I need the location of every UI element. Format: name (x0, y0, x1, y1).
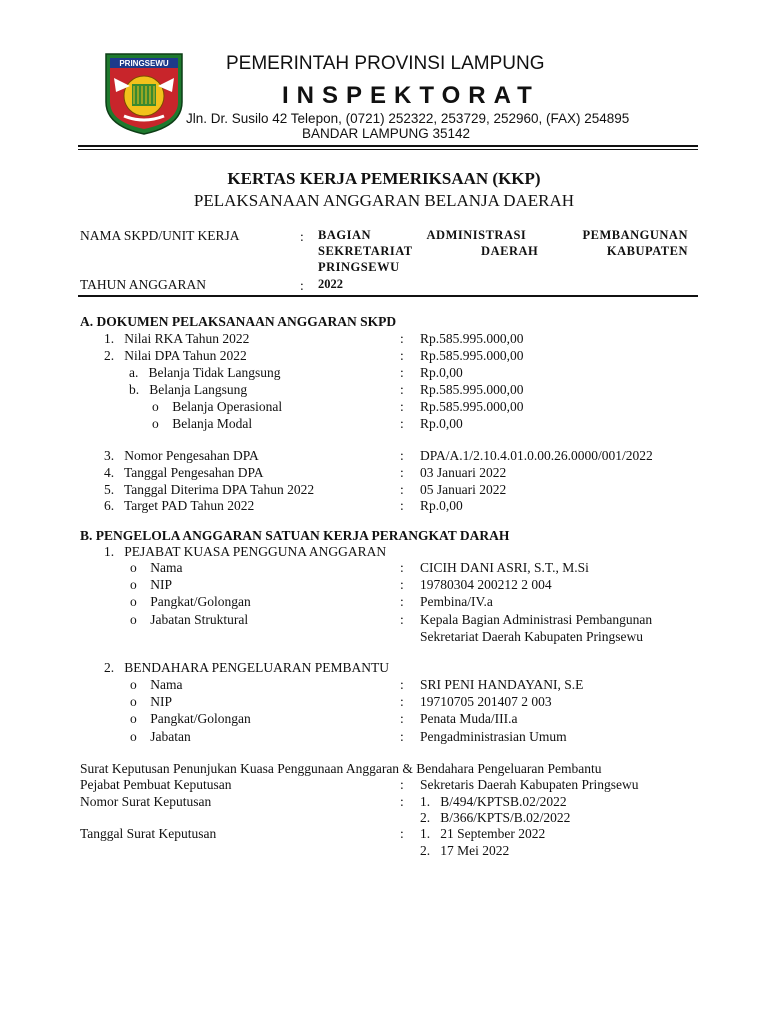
row-label: 1. Nilai RKA Tahun 2022 (104, 331, 250, 346)
row-label: o Pangkat/Golongan (130, 711, 251, 726)
skpd-colon: : (300, 229, 304, 244)
sk-nomor-label: Nomor Surat Keputusan (80, 794, 212, 809)
section-b-heading: B. PENGELOLA ANGGARAN SATUAN KERJA PERANGKAT DARAH (80, 528, 510, 543)
row-value: 19780304 200212 2 004 (420, 577, 552, 592)
row-value: DPA/A.1/2.10.4.01.0.00.26.0000/001/2022 (420, 448, 653, 463)
row-colon: : (400, 612, 404, 627)
row-value: Rp.0,00 (420, 498, 463, 513)
row-value: Kepala Bagian Administrasi Pembangunan (420, 612, 653, 627)
row-value: Rp.585.995.000,00 (420, 382, 524, 397)
row-colon: : (400, 560, 404, 575)
sk-tanggal-label: Tanggal Surat Keputusan (80, 826, 217, 841)
row-label: 3. Nomor Pengesahan DPA (104, 448, 259, 463)
row-label: o Nama (130, 677, 183, 692)
row-value: CICIH DANI ASRI, S.T., M.Si (420, 560, 589, 575)
row-colon: : (400, 348, 404, 363)
row-colon: : (400, 365, 404, 380)
row-colon: : (400, 482, 404, 497)
row-colon: : (400, 577, 404, 592)
row-value: Rp.585.995.000,00 (420, 348, 524, 363)
sk-pejabat-colon: : (400, 777, 404, 792)
row-label: o Belanja Modal (152, 416, 253, 431)
row-colon: : (400, 331, 404, 346)
sk-nomor-colon: : (400, 794, 404, 809)
row-value: Rp.0,00 (420, 416, 463, 431)
sk-intro: Surat Keputusan Penunjukan Kuasa Penggunaan Anggaran & Bendahara Pengeluaran Pembantu (80, 761, 602, 776)
svg-text:PRINGSEWU: PRINGSEWU (119, 59, 169, 68)
row-label: o Pangkat/Golongan (130, 594, 251, 609)
skpd-label: NAMA SKPD/UNIT KERJA (80, 228, 240, 243)
row-value: Rp.585.995.000,00 (420, 399, 524, 414)
row-label: 5. Tanggal Diterima DPA Tahun 2022 (104, 482, 315, 497)
city-line: BANDAR LAMPUNG 35142 (302, 126, 471, 141)
sk-tanggal-colon: : (400, 826, 404, 841)
row-colon: : (400, 416, 404, 431)
sk-nomor-value-1: 1. B/494/KPTSB.02/2022 (420, 794, 567, 809)
year-value: 2022 (318, 277, 343, 291)
row-label: o Jabatan Struktural (130, 612, 249, 627)
skpd-value-line-3: PRINGSEWU (318, 260, 400, 274)
row-value: 19710705 201407 2 003 (420, 694, 552, 709)
row-value: 05 Januari 2022 (420, 482, 507, 497)
skpd-value-line-1: BAGIAN ADMINISTRASI PEMBANGUNAN (318, 228, 688, 242)
document-subtitle: PELAKSANAAN ANGGARAN BELANJA DAERAH (193, 191, 575, 210)
row-value: Rp.0,00 (420, 365, 463, 380)
row-label: a. Belanja Tidak Langsung (129, 365, 281, 380)
pringsewu-logo (104, 52, 184, 136)
government-name: PEMERINTAH PROVINSI LAMPUNG (226, 53, 545, 74)
row-value-continued: Sekretariat Daerah Kabupaten Pringsewu (420, 629, 644, 644)
row-value: Rp.585.995.000,00 (420, 331, 524, 346)
agency-name: INSPEKTORAT (282, 82, 540, 109)
address-line: Jln. Dr. Susilo 42 Telepon, (0721) 252322, 253729, 252960, (FAX) 254895 (186, 111, 630, 126)
bendahara-heading: 2. BENDAHARA PENGELUARAN PEMBANTU (104, 660, 390, 675)
row-label: b. Belanja Langsung (129, 382, 248, 397)
row-colon: : (400, 498, 404, 513)
row-colon: : (400, 465, 404, 480)
row-colon: : (400, 448, 404, 463)
kpa-heading: 1. PEJABAT KUASA PENGGUNA ANGGARAN (104, 544, 387, 559)
row-value: SRI PENI HANDAYANI, S.E (420, 677, 584, 692)
row-label: o NIP (130, 694, 173, 709)
sk-tanggal-value-2: 2. 17 Mei 2022 (420, 843, 510, 858)
row-colon: : (400, 694, 404, 709)
year-colon: : (300, 278, 304, 293)
row-value: Pembina/IV.a (420, 594, 493, 609)
row-label: 2. Nilai DPA Tahun 2022 (104, 348, 247, 363)
row-value: Penata Muda/III.a (420, 711, 518, 726)
sk-pejabat-label: Pejabat Pembuat Keputusan (80, 777, 232, 792)
section-a-heading: A. DOKUMEN PELAKSANAAN ANGGARAN SKPD (80, 314, 397, 329)
row-label: o Jabatan (130, 729, 191, 744)
row-colon: : (400, 399, 404, 414)
letterhead-rule-thin (78, 149, 698, 150)
sk-tanggal-value-1: 1. 21 September 2022 (420, 826, 546, 841)
row-label: 6. Target PAD Tahun 2022 (104, 498, 255, 513)
row-label: o NIP (130, 577, 173, 592)
row-colon: : (400, 729, 404, 744)
row-colon: : (400, 382, 404, 397)
row-label: o Belanja Operasional (152, 399, 283, 414)
sk-nomor-value-2: 2. B/366/KPTS/B.02/2022 (420, 810, 571, 825)
year-label: TAHUN ANGGARAN (80, 277, 207, 292)
row-value: 03 Januari 2022 (420, 465, 507, 480)
info-rule (78, 295, 698, 297)
row-colon: : (400, 594, 404, 609)
row-colon: : (400, 677, 404, 692)
row-label: 4. Tanggal Pengesahan DPA (104, 465, 264, 480)
letterhead-rule-thick (78, 145, 698, 147)
row-label: o Nama (130, 560, 183, 575)
row-colon: : (400, 711, 404, 726)
sk-pejabat-value: Sekretaris Daerah Kabupaten Pringsewu (420, 777, 639, 792)
document-title: KERTAS KERJA PEMERIKSAAN (KKP) (227, 169, 541, 188)
skpd-value-line-2: SEKRETARIAT DAERAH KABUPATEN (318, 244, 688, 258)
row-value: Pengadministrasian Umum (420, 729, 567, 744)
